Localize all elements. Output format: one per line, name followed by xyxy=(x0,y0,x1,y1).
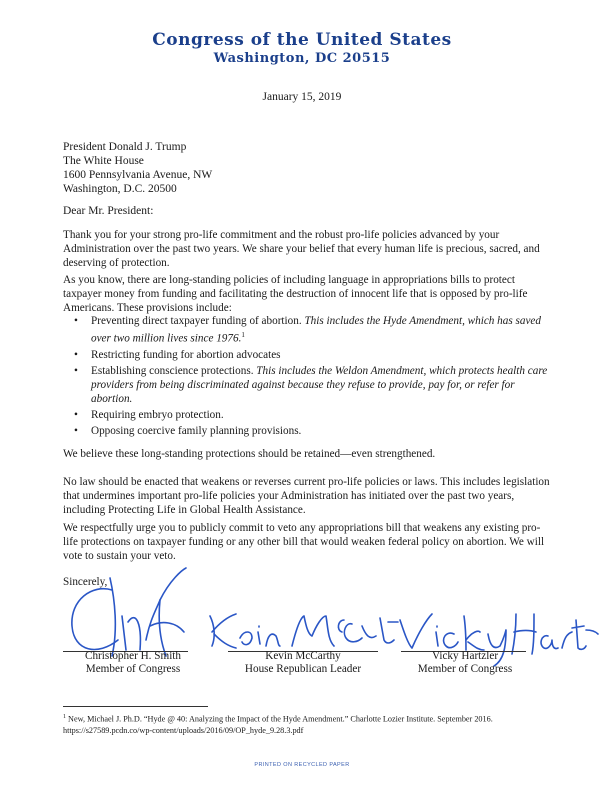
paragraph-thanks: Thank you for your strong pro-life commitment and the robust pro-life policies advanced by your Administration over the past two years. We share your belief that every human life is precious, sacred, and deserving of protection. xyxy=(63,229,540,269)
recipient-line: President Donald J. Trump xyxy=(63,141,187,153)
footnote-url: https://s27589.pcdn.co/wp-content/uploads/2016/09/OP_hyde_9.28.3.pdf xyxy=(63,725,304,735)
signer-name: Christopher H. Smith xyxy=(84,650,182,662)
closing: Sincerely, xyxy=(63,576,108,588)
letterhead-title: Congress of the United States xyxy=(152,30,452,50)
paragraph-retain: We believe these long-standing protections should be retained—even strengthened. xyxy=(63,448,436,460)
list-item xyxy=(63,348,553,362)
provision-note: This includes the Weldon Amendment, which protects health care providers from being discriminated against because they refuse to provide, pay for, or refer for abortion. xyxy=(91,364,548,405)
list-item xyxy=(63,364,553,406)
provisions-list xyxy=(63,314,553,440)
recipient-line: Washington, D.C. 20500 xyxy=(63,183,177,195)
signer-name: Vicky Hartzler xyxy=(431,650,499,662)
signer-name: Kevin McCarthy xyxy=(265,650,341,662)
recycled-paper-note: PRINTED ON RECYCLED PAPER xyxy=(254,762,350,768)
signer-title: House Republican Leader xyxy=(244,663,362,675)
footnote-mark: 1 xyxy=(63,714,66,720)
recipient-line: 1600 Pennsylvania Avenue, NW xyxy=(63,169,213,181)
provision-text: Requiring embryo protection. xyxy=(91,408,224,421)
bullet-icon: • xyxy=(74,364,78,377)
recipient-address xyxy=(63,140,212,196)
signature-mccarthy xyxy=(210,614,398,648)
provision-text: Establishing conscience protections. xyxy=(91,364,254,377)
signer-title: Member of Congress xyxy=(85,663,181,675)
recipient-line: The White House xyxy=(63,155,144,167)
provision-note: This includes the Hyde Amendment, which has saved over two million lives since 1976. xyxy=(91,315,541,345)
list-item xyxy=(63,314,553,346)
signer-hartzler xyxy=(390,650,540,676)
signer-title: Member of Congress xyxy=(417,663,513,675)
salutation: Dear Mr. President: xyxy=(63,205,154,217)
footnote-citation: New, Michael J. Ph.D. “Hyde @ 40: Analyzing the Impact of the Hyde Amendment.” Charlotte Lozier Institute. September 2016. xyxy=(68,714,493,724)
signer-mccarthy xyxy=(228,650,378,676)
provision-text: Preventing direct taxpayer funding of abortion. xyxy=(91,315,302,327)
list-item xyxy=(63,408,553,422)
bullet-icon: • xyxy=(74,408,78,421)
footnote xyxy=(63,712,563,736)
letterhead-location: Washington, DC 20515 xyxy=(213,51,391,66)
paragraph-no-law: No law should be enacted that weakens or reverses current pro-life policies or laws. This includes legislation that undermines important pro-life policies your Administration has initiated over the past two years, including Protecting Life in Global Health Assistance. xyxy=(63,476,550,516)
signer-smith xyxy=(58,650,208,676)
list-item xyxy=(63,424,553,438)
bullet-icon: • xyxy=(74,424,78,437)
paragraph-policies: As you know, there are long-standing policies of including language in appropriations bills to protect taxpayer money from funding and facilitating the destruction of innocent life that is opposed by pro-life Americans. These provisions include: xyxy=(63,274,528,314)
signature-smith xyxy=(72,568,186,656)
provision-text: Opposing coercive family planning provisions. xyxy=(91,424,302,437)
footnote-divider xyxy=(63,706,208,707)
paragraph-veto: We respectfully urge you to publicly commit to veto any appropriations bill that weakens any existing pro-life protections on taxpayer funding or any other bill that would weaken federal policy on abortion. We will vote to sustain your veto. xyxy=(63,522,545,562)
letter-date: January 15, 2019 xyxy=(262,91,342,103)
bullet-icon: • xyxy=(74,315,78,327)
provision-text: Restricting funding for abortion advocates xyxy=(91,348,281,361)
footnote-ref: 1 xyxy=(241,331,245,339)
bullet-icon: • xyxy=(74,348,78,361)
